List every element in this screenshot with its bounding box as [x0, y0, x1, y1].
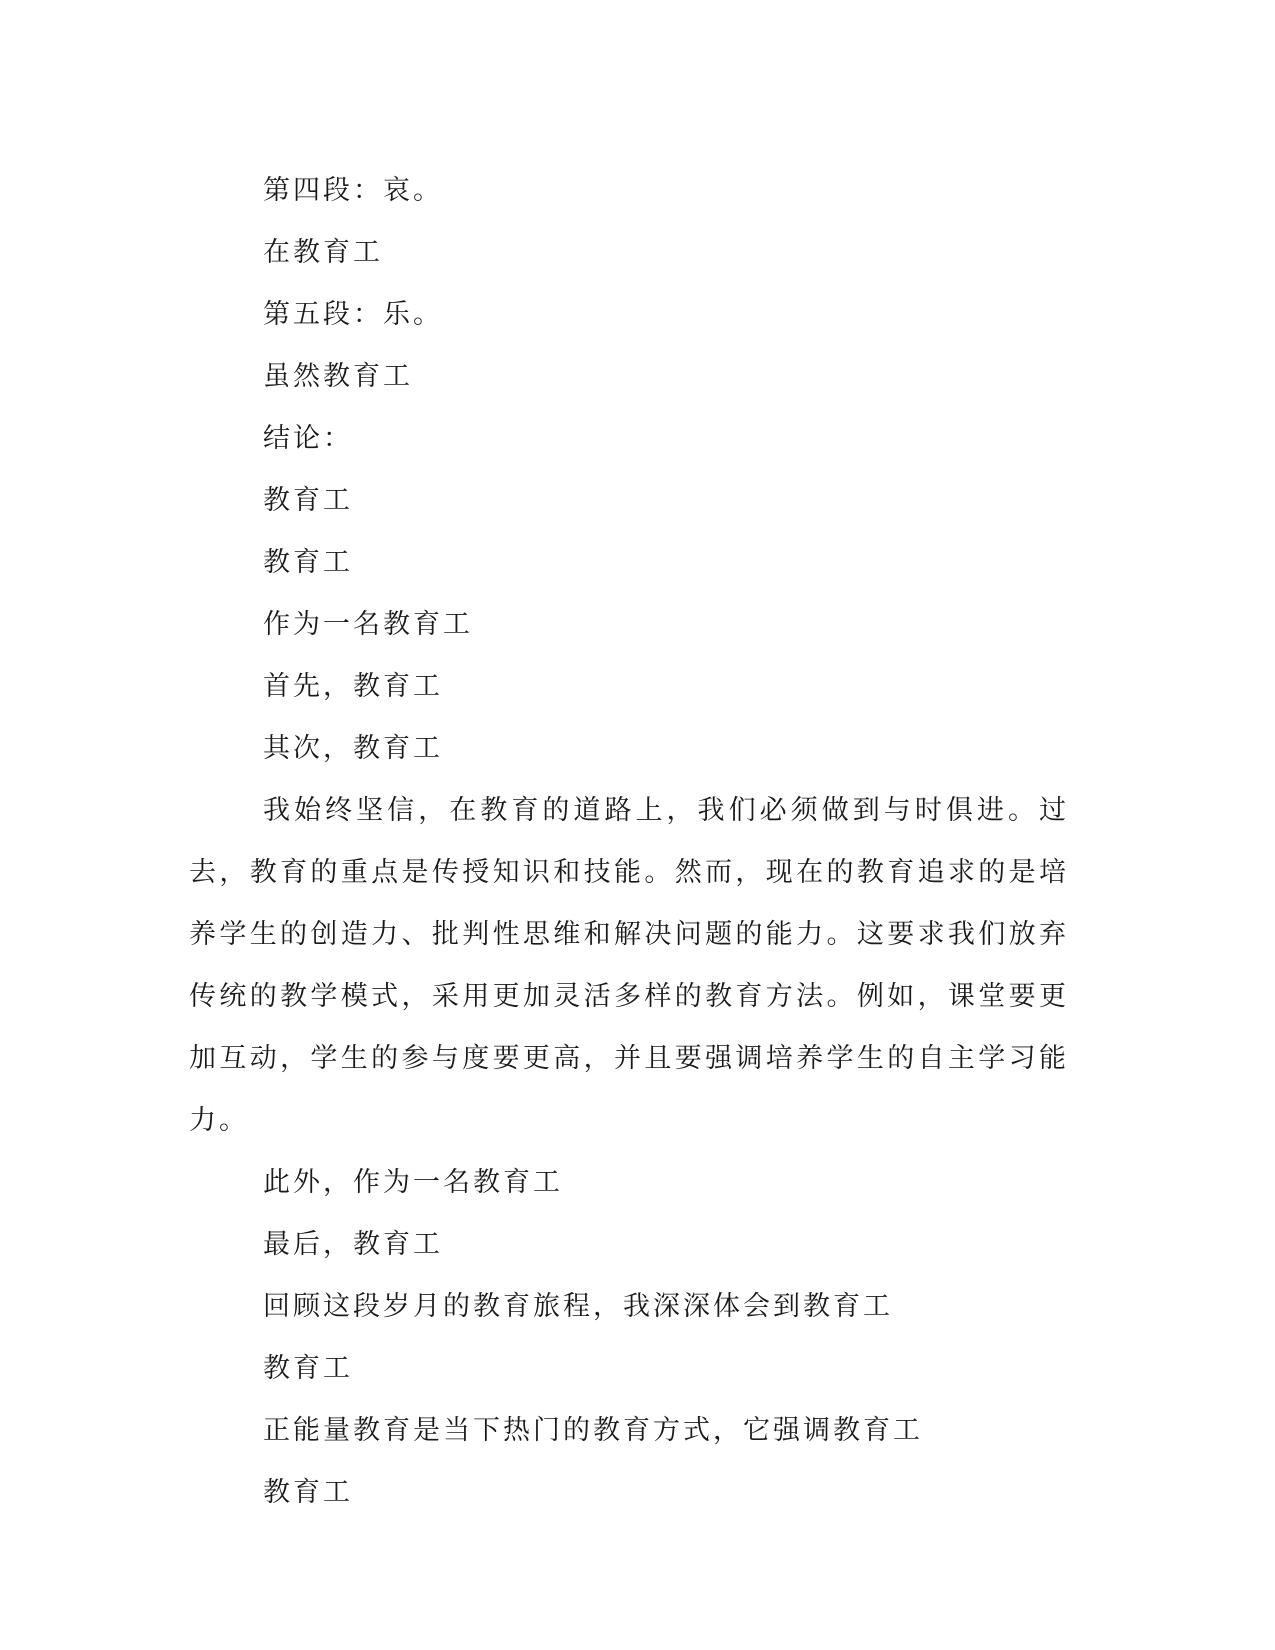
paragraph-section-four-heading: 第四段：哀。 [263, 175, 443, 206]
paragraph: 首先，教育工 [263, 671, 443, 702]
paragraph: 虽然教育工 [263, 361, 413, 392]
paragraph-conclusion-heading: 结论： [263, 423, 353, 454]
paragraph: 教育工 [263, 547, 353, 578]
paragraph: 在教育工 [263, 237, 383, 268]
document-body [189, 160, 1069, 1524]
paragraph: 作为一名教育工 [263, 609, 473, 640]
paragraph: 教育工 [263, 1353, 353, 1384]
paragraph: 教育工 [263, 485, 353, 516]
paragraph: 正能量教育是当下热门的教育方式，它强调教育工 [263, 1415, 923, 1446]
paragraph: 其次，教育工 [263, 733, 443, 764]
paragraph: 回顾这段岁月的教育旅程，我深深体会到教育工 [263, 1291, 893, 1322]
paragraph-section-five-heading: 第五段：乐。 [263, 299, 443, 330]
paragraph: 最后，教育工 [263, 1229, 443, 1260]
paragraph: 教育工 [263, 1477, 353, 1508]
paragraph: 此外，作为一名教育工 [263, 1167, 563, 1198]
paragraph-body-text: 我始终坚信，在教育的道路上，我们必须做到与时俱进。过去，教育的重点是传授知识和技能。然而，现在的教育追求的是培养学生的创造力、批判性思维和解决问题的能力。这要求我们放弃传统的教学模式，采用更加灵活多样的教育方法。例如，课堂要更加互动，学生的参与度要更高，并且要强调培养学生的自主学习能力。 [189, 795, 1069, 1136]
